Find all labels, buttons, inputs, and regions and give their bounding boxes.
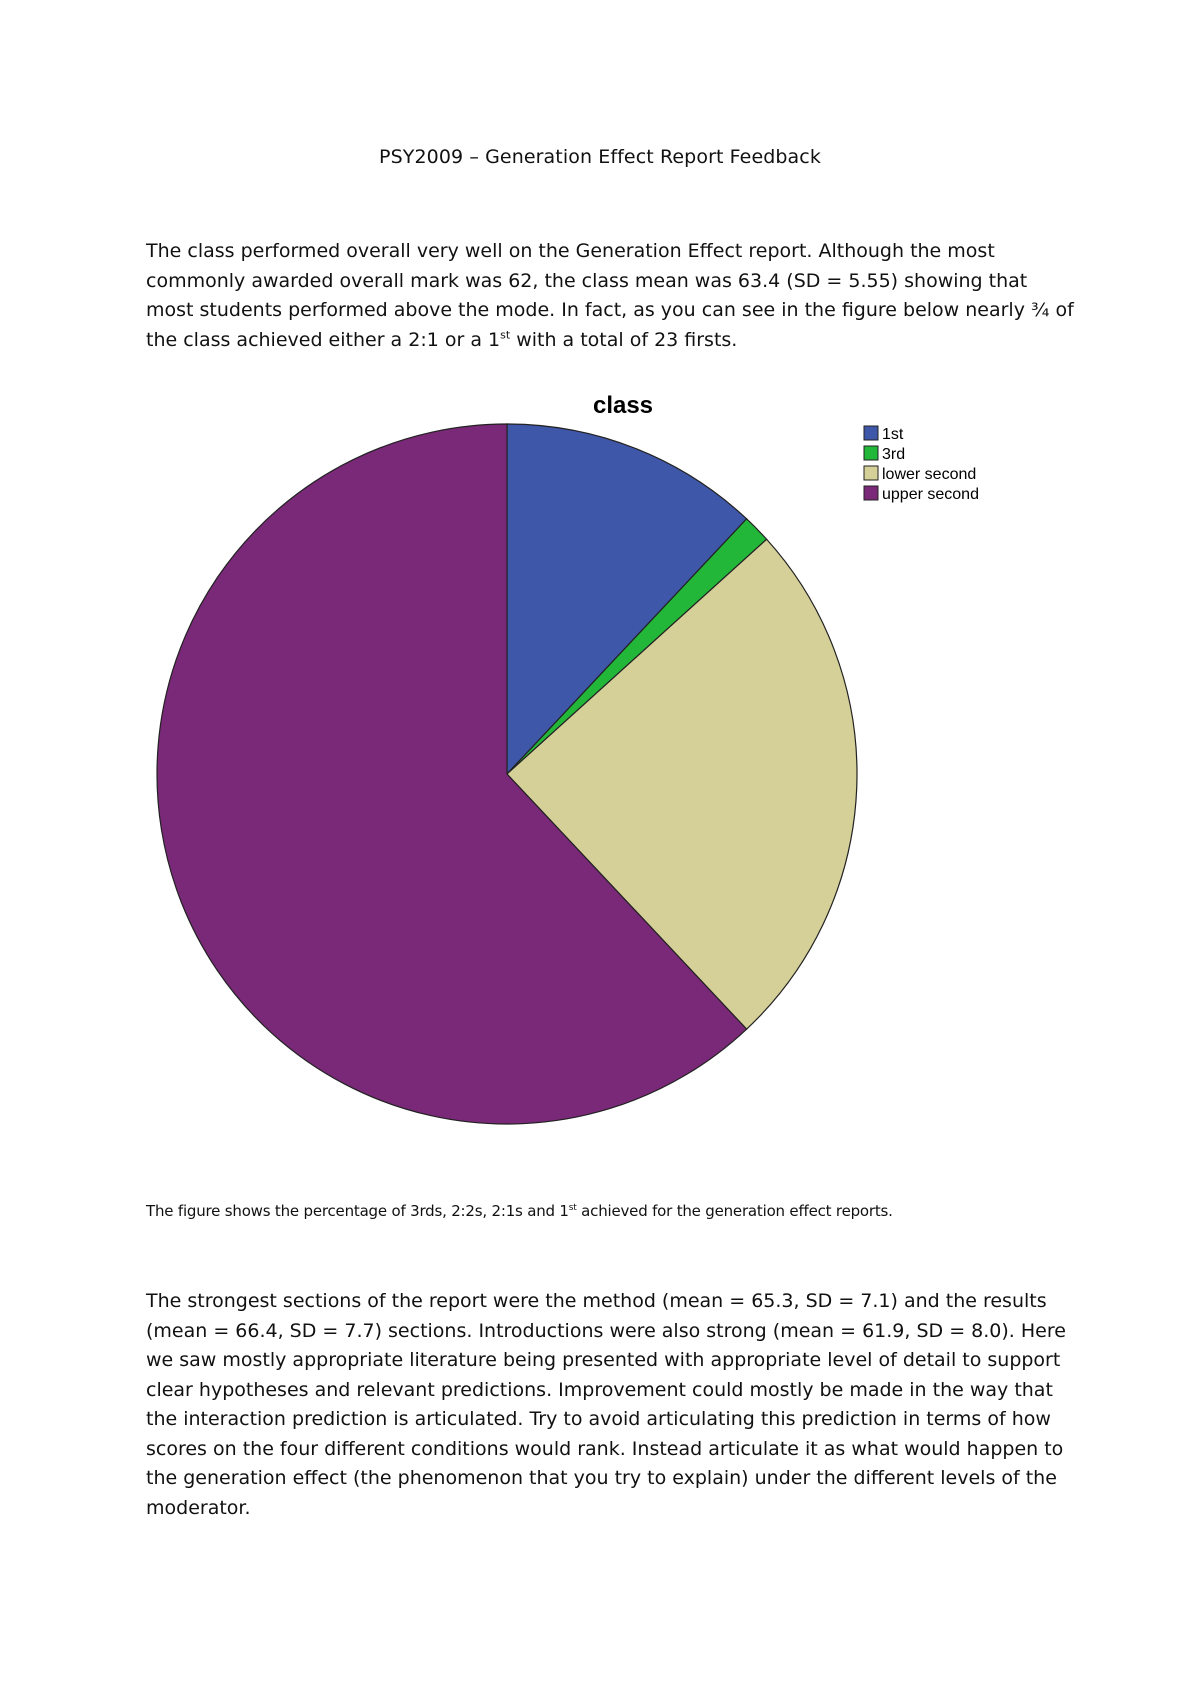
- caption-text-end: achieved for the generation effect reports.: [576, 1202, 893, 1220]
- chart-title: class: [592, 392, 654, 419]
- intro-text-end: with a total of 23 firsts.: [510, 328, 738, 351]
- legend-label-1st: 1st: [882, 426, 904, 443]
- legend-label-lower-second: lower second: [882, 466, 977, 483]
- caption-text: The figure shows the percentage of 3rds, 2:2s, 2:1s and 1: [146, 1202, 569, 1220]
- caption-superscript: st: [568, 1203, 577, 1213]
- legend-label-upper-second: upper second: [882, 486, 979, 503]
- chart-legend: [864, 426, 979, 503]
- sections-paragraph: The strongest sections of the report were the method (mean = 65.3, SD = 7.1) and the results (mean = 66.4, SD = 7.7) sections. Introductions were also strong (mean = 61.9, SD = 8.0). Here we saw mostly appropriate literature being presented with appropriate level of detail to support clear hypotheses and relevant predictions. Improvement could mostly be made in the way that the interaction prediction is articulated. Try to avoid articulating this prediction in terms of how scores on the four different conditions would rank. Instead articulate it as what would happen to the generation effect (the phenomenon that you try to explain) under the different levels of the moderator.: [146, 1290, 1066, 1519]
- intro-text: The class performed overall very well on the Generation Effect report. Although the most commonly awarded overall mark was 62, the class mean was 63.4 (SD = 5.55) showing that most students performed above the mode. In fact, as you can see in the figure below nearly ¾ of the class achieved either a 2:1 or a 1: [146, 240, 1074, 351]
- legend-swatch-3rd: [864, 446, 878, 460]
- pie-slices: [157, 424, 857, 1124]
- document-title: PSY2009 – Generation Effect Report Feedback: [379, 146, 821, 168]
- legend-label-3rd: 3rd: [882, 446, 906, 463]
- legend-swatch-lower-second: [864, 466, 878, 480]
- intro-superscript: st: [500, 328, 511, 342]
- legend-swatch-upper-second: [864, 486, 878, 500]
- legend-swatch-1st: [864, 426, 878, 440]
- figure-caption: [146, 1202, 1076, 1220]
